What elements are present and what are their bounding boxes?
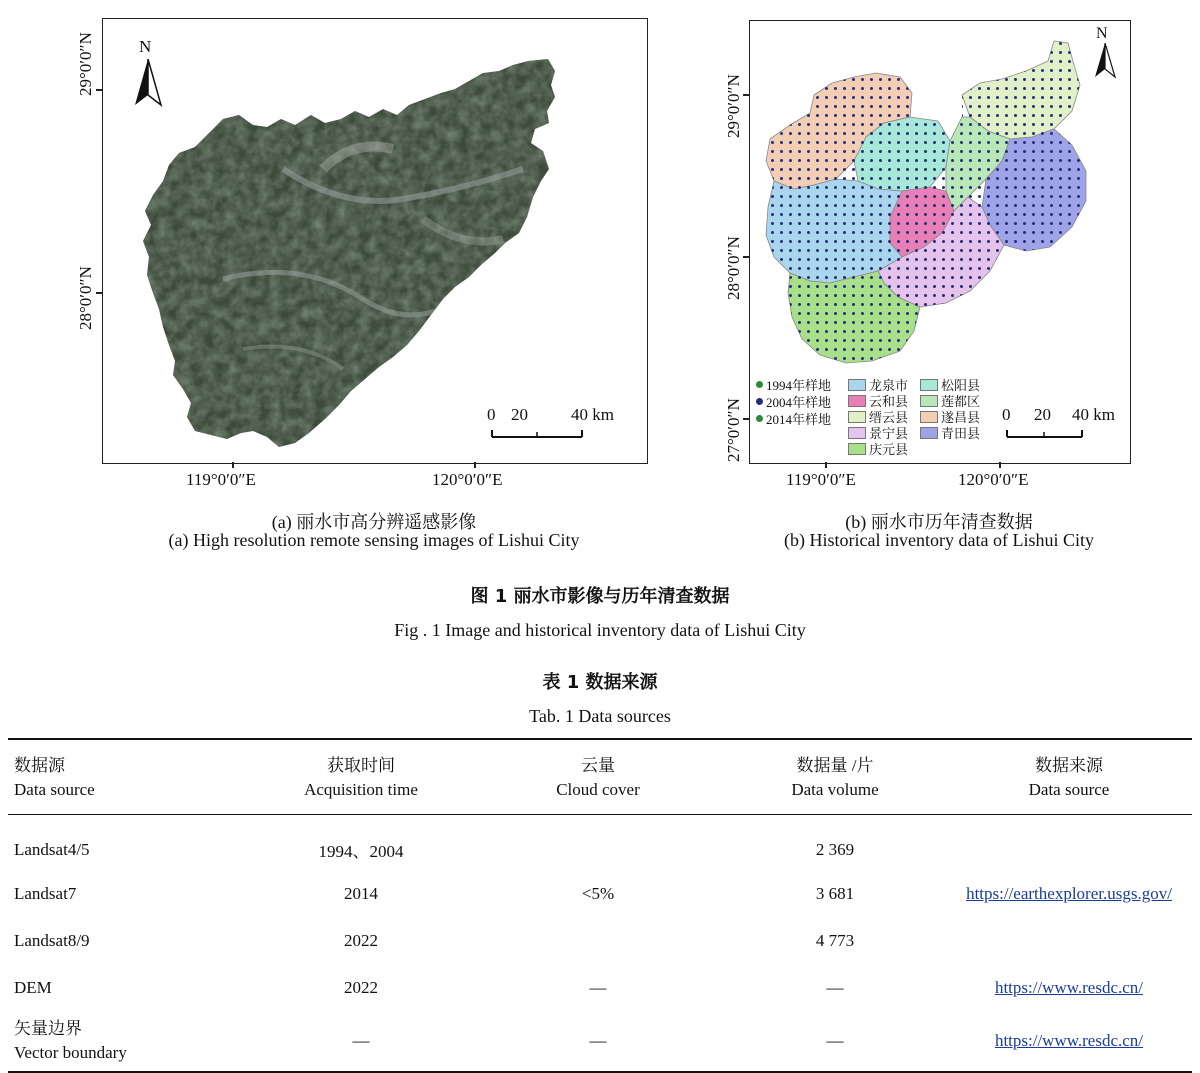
lon-label-120: 120°0′0″E (432, 470, 503, 489)
scale-label-20: 20 (1034, 405, 1051, 424)
table-row: Landsat4/5 1994、2004 2 369 (14, 839, 855, 862)
table-row: DEM 2022 — — https://www.resdc.cn/ (14, 978, 1144, 997)
legend-county: 庆元县 (848, 439, 908, 458)
scale-label-40: 40 km (1072, 405, 1115, 424)
earthexplorer-link[interactable]: https://earthexplorer.usgs.gov/ (966, 884, 1172, 903)
satellite-image (103, 19, 647, 463)
legend-county: 青田县 (920, 423, 980, 442)
satellite-map-frame (102, 18, 648, 464)
scale-label-40: 40 km (571, 405, 614, 424)
figure-title-cn: 图 1 丽水市影像与历年清查数据 (470, 586, 730, 607)
header-acquisition-time: 获取时间 Acquisition time (304, 756, 418, 799)
north-arrow (131, 37, 165, 107)
lat-label-29: 29°0′0″N (76, 32, 95, 96)
legend-county: 遂昌县 (920, 407, 980, 426)
resdc-link[interactable]: https://www.resdc.cn/ (994, 978, 1144, 997)
lon-label-119: 119°0′0″E (186, 470, 256, 489)
table-row: Landsat8/9 2022 4 773 (14, 931, 855, 950)
caption-b-en: (b) Historical inventory data of Lishui City (784, 530, 1094, 550)
legend-point-2004: 2004年样地 (756, 392, 831, 411)
header-data-volume: 数据量 /片 Data volume (791, 756, 879, 799)
scale-label-0: 0 (1002, 405, 1011, 424)
scale-line (1006, 427, 1096, 441)
figure-title-en: Fig . 1 Image and historical inventory data of Lishui City (394, 620, 806, 640)
header-data-origin: 数据来源 Data source (1028, 756, 1110, 799)
lon-tick (474, 462, 476, 468)
table-title-en: Tab. 1 Data sources (529, 706, 671, 726)
legend-point-1994: 1994年样地 (756, 375, 831, 394)
north-label-b: N (1096, 25, 1108, 42)
legend-county: 龙泉市 (848, 375, 908, 394)
data-sources-table (8, 738, 1192, 1073)
legend-dot-1994 (756, 381, 763, 388)
map-legend (756, 375, 1006, 461)
lon-label-119: 119°0′0″E (786, 470, 856, 489)
table-header-row (8, 739, 1192, 815)
north-arrow-b (1092, 25, 1120, 81)
legend-dot-2014 (756, 415, 763, 422)
lat-label-28: 28°0′0″N (724, 236, 743, 300)
legend-county: 景宁县 (848, 423, 908, 442)
table-title-cn: 表 1 数据来源 (542, 672, 658, 693)
lon-label-120: 120°0′0″E (958, 470, 1029, 489)
lat-tick (96, 292, 102, 294)
resdc-link[interactable]: https://www.resdc.cn/ (994, 1031, 1144, 1050)
caption-b-cn: (b) 丽水市历年清查数据 (845, 512, 1033, 532)
caption-a-cn: (a) 丽水市高分辨遥感影像 (271, 512, 477, 532)
lon-tick (999, 462, 1001, 468)
lat-label-27: 27°0′0″N (724, 398, 743, 462)
legend-county: 莲都区 (920, 391, 980, 410)
scale-bar-b (1002, 405, 1128, 445)
lon-tick (232, 462, 234, 468)
legend-point-2014: 2014年样地 (756, 409, 831, 428)
legend-county: 云和县 (848, 391, 908, 410)
scale-line (491, 427, 591, 441)
scale-label-0: 0 (487, 405, 496, 424)
lat-tick (96, 89, 102, 91)
legend-dot-2004 (756, 398, 763, 405)
north-arrow-icon (131, 59, 165, 107)
lat-label-29: 29°0′0″N (724, 74, 743, 138)
header-data-source: 数据源 Data source (14, 756, 95, 799)
lon-tick (825, 462, 827, 468)
legend-county: 松阳县 (920, 375, 980, 394)
lat-label-28: 28°0′0″N (76, 266, 95, 330)
scale-bar (487, 405, 637, 445)
north-label: N (139, 37, 152, 56)
inventory-map-frame (749, 20, 1131, 464)
legend-county: 缙云县 (848, 407, 908, 426)
north-arrow-icon (1092, 43, 1118, 79)
scale-label-20: 20 (511, 405, 528, 424)
table-row: 矢量边界 Vector boundary — — — https://www.resdc.cn/ (8, 1012, 1192, 1072)
caption-a-en: (a) High resolution remote sensing images of Lishui City (168, 530, 580, 550)
table-row: Landsat7 2014 <5% 3 681 https://earthexplorer.usgs.gov/ (14, 884, 1172, 903)
header-cloud-cover: 云量 Cloud cover (556, 756, 640, 799)
